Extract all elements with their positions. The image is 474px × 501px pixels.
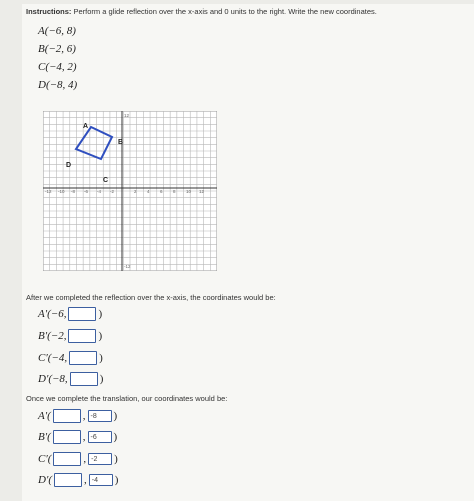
point-a: A(−6, 8) — [38, 25, 76, 37]
instructions-text: Perform a glide reflection over the x-axis and 0 units to the right. Write the new coordinates. — [71, 7, 377, 16]
translation-input-d-x[interactable] — [54, 473, 82, 487]
reflection-input-c-y[interactable] — [69, 351, 97, 365]
point-c: C(−4, 2) — [38, 61, 77, 73]
translation-close-d: ) — [114, 474, 119, 486]
x-tick-label: 4 — [147, 189, 150, 194]
reflection-row-c — [38, 351, 103, 365]
x-tick-label: -8 — [71, 189, 76, 194]
x-tick-label: 12 — [199, 189, 205, 194]
reflection-input-d-y[interactable] — [70, 372, 98, 386]
reflection-input-a-y[interactable] — [68, 307, 96, 321]
reflection-label-b: B′(−2, — [38, 330, 67, 342]
translation-note: Once we complete the translation, our coordinates would be: — [26, 394, 228, 403]
reflection-note: After we completed the reflection over the x-axis, the coordinates would be: — [26, 293, 276, 302]
vertex-label-d: D — [66, 162, 72, 169]
translation-close-c: ) — [114, 453, 118, 465]
reflection-close-b: ) — [98, 330, 103, 342]
x-tick-label: -4 — [97, 189, 102, 194]
reflection-row-b — [38, 329, 102, 343]
coordinate-grid-svg — [43, 111, 217, 271]
translation-input-b-x[interactable] — [53, 430, 81, 444]
translation-input-a-x[interactable] — [53, 409, 81, 423]
translation-value-a-y[interactable]: -8 — [88, 410, 112, 422]
x-tick-label: -6 — [84, 189, 89, 194]
reflection-close-a: ) — [98, 308, 103, 320]
y-tick-bottom: -12 — [124, 264, 131, 269]
vertex-label-c: C — [103, 177, 109, 184]
x-tick-label: 2 — [134, 189, 137, 194]
translation-row-d: D′( , -4 ) — [38, 474, 119, 486]
translation-close-b: ) — [113, 431, 118, 443]
translation-row-b: B′( , -6 ) — [38, 431, 118, 443]
reflection-label-d: D′(−8, — [38, 373, 68, 385]
translation-value-c-y[interactable]: -2 — [88, 453, 112, 465]
vertex-label-b: B — [118, 139, 124, 146]
reflection-close-d: ) — [99, 373, 104, 385]
reflection-label-c: C′(−4, — [38, 352, 68, 364]
coordinate-graph — [43, 111, 217, 271]
point-b: B(−2, 6) — [38, 43, 76, 55]
translation-label-c: C′( — [38, 453, 52, 465]
translation-close-a: ) — [113, 410, 118, 422]
point-d: D(−8, 4) — [38, 79, 78, 91]
reflection-row-d — [38, 372, 103, 386]
x-tick-label: 8 — [173, 189, 176, 194]
translation-row-c: C′( , -2 ) — [38, 453, 118, 465]
translation-label-b: B′( — [38, 431, 51, 443]
translation-value-d-y[interactable]: -4 — [89, 474, 113, 486]
translation-row-a: A′( , -8 ) — [38, 410, 118, 422]
reflection-label-a: A′(−6, — [38, 308, 67, 320]
instructions-prefix: Instructions: — [26, 7, 72, 16]
reflection-input-b-y[interactable] — [68, 329, 96, 343]
x-tick-label: -12 — [45, 189, 52, 194]
x-tick-label: -10 — [58, 189, 65, 194]
x-tick-label: 6 — [160, 189, 163, 194]
translation-label-a: A′( — [38, 410, 51, 422]
x-tick-label: 10 — [186, 189, 192, 194]
translation-value-b-y[interactable]: -6 — [88, 431, 112, 443]
instructions — [26, 7, 377, 16]
reflection-close-c: ) — [99, 352, 103, 364]
translation-label-d: D′( — [38, 474, 53, 486]
x-tick-label: -2 — [110, 189, 115, 194]
y-tick-top: 12 — [124, 113, 130, 118]
reflection-row-a — [38, 307, 102, 321]
vertex-label-a: A — [83, 123, 89, 130]
translation-input-c-x[interactable] — [53, 452, 81, 466]
